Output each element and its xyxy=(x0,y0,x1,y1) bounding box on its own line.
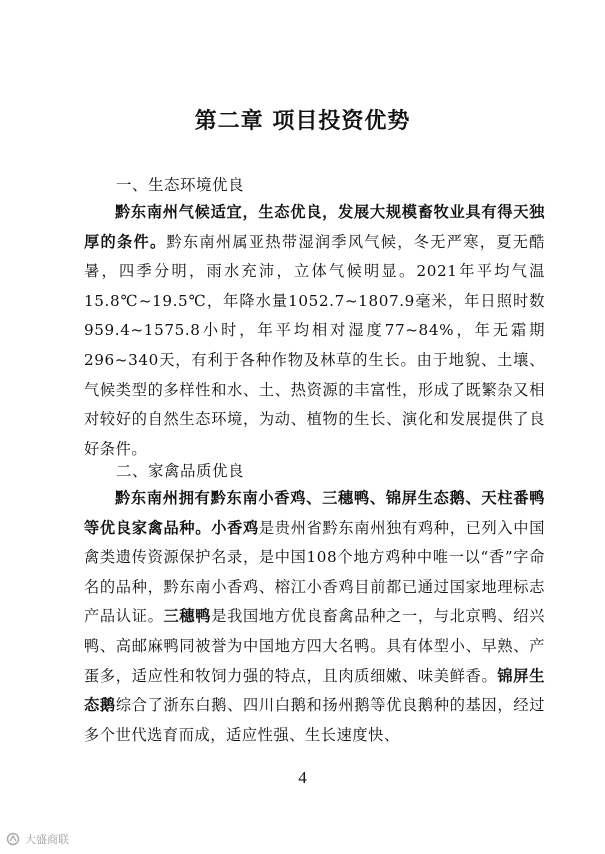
logo-icon xyxy=(6,832,22,846)
watermark-text: 大盛商联 xyxy=(25,833,69,846)
breed-name-xiaoxiangji: 小香鸡 xyxy=(211,518,259,537)
watermark xyxy=(6,830,69,848)
breed-name-sansuiya: 三穗鸭 xyxy=(163,607,212,626)
paragraph-ecology-body: 黔东南州属亚热带湿润季风气候，冬无严寒，夏无酷暑，四季分明，雨水充沛，立体气候明显。2021年平均气温15.8℃~19.5℃，年降水量1052.7~1807.9毫米，年日照时数959.4~1575.8小时，年平均相对湿度77~84%，年无霜期296~340天，有利于各种作物及林草的生长。由于地貌、土壤、气候类型的多样性和水、土、热资源的丰富性，形成了既繁杂又相对较好的自然生态环境，为动、植物的生长、演化和发展提供了良好条件。 xyxy=(84,232,545,458)
paragraph-ecology-lead: 黔东南州气候适宜，生态优良，发展大规模畜牧业具有得天独厚的条件。 xyxy=(84,203,545,251)
paragraph-poultry xyxy=(84,484,545,750)
breed-text-sansuiya: 是我国地方优良畜禽品种之一，与北京鸭、绍兴鸭、高邮麻鸭同被誉为中国地方四大名鸭。具有体型小、早熟、产蛋多，适应性和牧饲力强的特点，且肉质细嫩、味美鲜香。 xyxy=(84,607,545,685)
paragraph-ecology xyxy=(84,198,545,464)
breed-text-xiaoxiangji: 是贵州省黔东南州独有鸡种，已列入中国禽类遗传资源保护名录，是中国108个地方鸡种中唯一以“香”字命名的品种，黔东南小香鸡、榕江小香鸡目前都已通过国家地理标志产品认证。 xyxy=(84,518,545,626)
breed-text-jinping-goose: 综合了浙东白鹅、四川白鹅和扬州鹅等优良鹅种的基因，经过多个世代选育而成，适应性强、生长速度快、 xyxy=(84,696,546,744)
section-heading-ecology: 一、生态环境优良 xyxy=(116,176,245,194)
paragraph-poultry-lead: 黔东南州拥有黔东南小香鸡、三穗鸭、锦屏生态鹅、天柱番鸭等优良家禽品种。 xyxy=(84,489,545,537)
breed-name-jinping-goose: 锦屏生态鹅 xyxy=(84,666,545,715)
chapter-title: 第二章 项目投资优势 xyxy=(194,108,411,134)
page-number: 4 xyxy=(298,768,307,787)
section-heading-poultry: 二、家禽品质优良 xyxy=(116,462,245,480)
